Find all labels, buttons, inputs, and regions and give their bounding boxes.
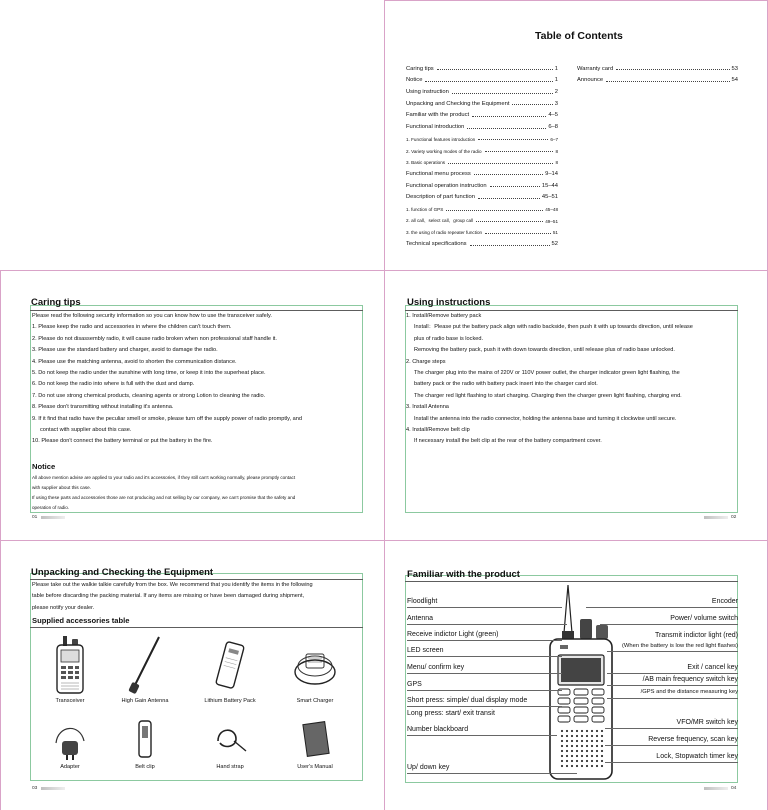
floodlight-drawing xyxy=(560,645,568,649)
caring-page-number: 01 xyxy=(32,515,38,520)
leader-exit xyxy=(607,673,738,674)
toc-entry-page: 2 xyxy=(554,89,558,96)
caring-item: 7. Do not use strong chemical products, cleaning agents or strong Lotion to cleaning the radio. xyxy=(32,392,266,399)
leader-power xyxy=(600,624,738,625)
acc-manual xyxy=(270,716,360,770)
toc-entry-page: 9–14 xyxy=(545,170,558,177)
toc-entry xyxy=(406,142,558,154)
using-line: The charger red light flashing to start charging. Charging then the charger green light flashing, charging end. xyxy=(414,392,682,399)
toc-entry-page: 52 xyxy=(551,241,558,247)
leader-short xyxy=(407,706,562,707)
toc-entry-label: Warranty card xyxy=(577,65,614,72)
toc-entry xyxy=(406,165,558,177)
label-exit-key: Exit / cancel key xyxy=(687,664,738,671)
toc-leader-dots xyxy=(485,151,554,152)
toc-leader-dots xyxy=(476,221,543,222)
battery-icon xyxy=(210,635,250,695)
familiar-title: Familiar with the product xyxy=(407,569,520,580)
caring-intro: Please read the following security information so you can know how to use the transceiver safely. xyxy=(32,313,272,319)
caring-item: 3. Please use the standard battery and charger, avoid to damage the radio. xyxy=(32,347,218,354)
acc-hand-strap xyxy=(185,716,275,770)
label-menu-key: Menu/ confirm key xyxy=(407,664,465,671)
toc-entry xyxy=(406,130,558,142)
using-title: Using instructions xyxy=(407,297,491,308)
toc-entry-page: 45–51 xyxy=(541,194,558,201)
notice-title: Notice xyxy=(32,462,56,471)
toc-leader-dots xyxy=(467,128,546,129)
leader-encoder xyxy=(586,607,738,608)
leader-ab xyxy=(607,685,738,686)
manual-icon xyxy=(295,717,335,761)
label-antenna: Antenna xyxy=(407,615,434,622)
toc-leader-dots xyxy=(425,81,552,82)
caring-item: 4. Please use the matching antenna, avoid to shorten the communication distance. xyxy=(32,358,237,365)
toc-entry-page: 15–44 xyxy=(541,182,558,189)
toc-entry xyxy=(406,83,558,95)
using-footer-bar xyxy=(704,516,728,519)
toc-entry-page: 1 xyxy=(554,77,558,84)
leader-antenna xyxy=(407,624,567,625)
notice-line: operation of radio. xyxy=(32,505,70,510)
unpacking-line: table before discarding the packing material. If any items are missing or have been damaged during shipment, xyxy=(32,593,305,600)
toc-entry-label: 1. function of GPS xyxy=(406,206,444,212)
toc-right-column xyxy=(577,60,738,83)
toc-entry-page: 4–5 xyxy=(548,112,558,119)
unpacking-line: Please take out the walkie talkie carefully from the box. We recommend that you identify the items in the following xyxy=(32,582,313,588)
toc-leader-dots xyxy=(470,245,550,246)
familiar-footer-bar xyxy=(704,787,728,790)
caring-list xyxy=(32,322,362,447)
leader-lock xyxy=(605,762,738,763)
acc-label: User's Manual xyxy=(297,764,333,770)
label-transmit-light: Transmit indictor light (red) xyxy=(655,632,738,639)
label-reverse-scan: Reverse frequency, scan key xyxy=(648,736,738,743)
toc-entry-label: Description of part function xyxy=(406,194,475,201)
leader-vfo xyxy=(605,728,738,729)
toc-entry xyxy=(406,212,558,224)
label-number-blackboard: Number blackboard xyxy=(407,726,469,733)
separator-vertical xyxy=(384,270,385,810)
caring-body xyxy=(32,311,362,448)
label-led-screen: LED screen xyxy=(407,647,444,654)
caring-item: 2. Please do not disassembly radio, it will cause radio broken when non professional staff handle it. xyxy=(32,335,277,342)
toc-entry xyxy=(406,154,558,166)
acc-label: Belt clip xyxy=(135,764,155,770)
toc-entry-label: Using instruction xyxy=(406,89,449,96)
antenna-drawing xyxy=(564,585,572,633)
using-line: If necessary install the belt clip at the rear of the battery compartment cover. xyxy=(414,438,602,445)
acc-label: High Gain Antenna xyxy=(121,698,169,704)
acc-charger xyxy=(270,634,360,704)
toc-left-column xyxy=(406,60,558,247)
label-ab-switch: /AB main frequency switch key xyxy=(642,676,738,683)
using-line: 4. Install/Remove belt clip xyxy=(406,427,470,434)
familiar-title-rule xyxy=(405,581,738,582)
toc-entry-page: 6–7 xyxy=(550,136,558,142)
label-encoder: Encoder xyxy=(711,598,738,605)
acc-label: Hand strap xyxy=(216,764,244,770)
leader-reverse xyxy=(605,745,738,746)
toc-leader-dots xyxy=(446,210,543,211)
toc-entry xyxy=(406,95,558,107)
label-floodlight: Floodlight xyxy=(407,598,438,605)
toc-entry xyxy=(577,60,738,72)
toc-entry-page: 8 xyxy=(555,148,558,154)
label-lock-timer: Lock, Stopwatch timer key xyxy=(656,753,738,760)
notice-line: If using these parts and accessories those are not producing and not selling by our company, we can't promise that the safety and xyxy=(32,495,296,500)
toc-entry-label: 1. Functional features introduction xyxy=(406,136,476,142)
toc-entry xyxy=(406,224,558,236)
toc-entry-label: Functional introduction xyxy=(406,124,465,131)
toc-leader-dots xyxy=(474,174,543,175)
familiar-page-number: 04 xyxy=(731,786,737,791)
label-long-press: Long press: start/ exit transit xyxy=(407,710,495,717)
acc-label: Lithium Battery Pack xyxy=(204,698,256,704)
toc-entry xyxy=(406,235,558,247)
unpacking-title: Unpacking and Checking the Equipment xyxy=(31,567,214,578)
caring-item: contact with supplier about this case. xyxy=(40,427,132,434)
caring-item: 5. Do not keep the radio under the sunshine with long time, or keep it into the superheat place. xyxy=(32,370,266,377)
leader-updown xyxy=(407,773,577,774)
using-line: Removing the battery pack, push it with down towards direction, until release plus of radio base unlocked. xyxy=(414,347,675,354)
using-page-number: 02 xyxy=(731,515,737,520)
toc-leader-dots xyxy=(616,69,729,70)
toc-entry-label: Announce xyxy=(577,77,604,84)
toc-entry xyxy=(406,60,558,72)
label-power-volume: Power/ volume switch xyxy=(670,615,738,622)
unpacking-line: please notify your dealer. xyxy=(32,604,95,611)
toc-entry-page: 45–48 xyxy=(545,206,558,212)
toc-entry-label: Unpacking and Checking the Equipment xyxy=(406,100,510,107)
using-line: battery pack or the radio with battery pack insert into the charger card slot. xyxy=(414,381,598,388)
toc-entry-label: Caring tips xyxy=(406,65,434,72)
toc-entry xyxy=(577,72,738,84)
accessories-title-rule xyxy=(30,627,363,628)
notice-line: All above mention advise are applied to your radio and it's accessories, if they still can't working normally, please promptly contact xyxy=(32,475,296,480)
toc-entry-label: Technical specifications xyxy=(406,241,467,247)
toc-entry-label: Notice xyxy=(406,77,423,84)
leader-gps xyxy=(407,690,562,691)
caring-item: 9. If it find that radio have the peculiar smell or smoke, please turn off the supply power of radio promptly, and xyxy=(32,415,302,422)
toc-leader-dots xyxy=(452,93,553,94)
toc-leader-dots xyxy=(485,233,551,234)
toc-entry-label: 3. Basic operations xyxy=(406,160,446,166)
toc-leader-dots xyxy=(478,198,540,199)
power-knob xyxy=(596,625,608,639)
unpacking-footer-bar xyxy=(41,787,65,790)
label-receive-light: Receive indictor Light (green) xyxy=(407,631,499,638)
acc-label: Transceiver xyxy=(55,698,85,704)
transceiver-icon xyxy=(50,635,90,695)
label-short-press: Short press: simple/ dual display mode xyxy=(407,697,528,704)
leader-menu xyxy=(407,673,562,674)
using-line: 3. Install Antenna xyxy=(406,404,449,411)
using-line: 1. Install/Remove battery pack xyxy=(406,313,482,319)
toc-leader-dots xyxy=(606,81,729,82)
notice-line: with supplier about this case. xyxy=(32,485,91,490)
toc-leader-dots xyxy=(478,139,548,140)
using-line: plus of radio base is locked. xyxy=(414,335,484,342)
adapter-icon xyxy=(50,717,90,761)
acc-label: Adapter xyxy=(60,764,80,770)
caring-title: Caring tips xyxy=(31,297,81,308)
toc-entry-page: 51 xyxy=(552,230,558,236)
hand-strap-icon xyxy=(210,717,250,761)
toc-entry-label: Functional menu process xyxy=(406,170,471,177)
unpacking-text xyxy=(32,580,362,614)
accessories-table-title: Supplied accessories table xyxy=(32,616,130,625)
led-screen-inner xyxy=(561,658,601,682)
toc-leader-dots xyxy=(448,163,553,164)
toc-entry-page: 1 xyxy=(554,65,558,72)
toc-entry-page: 53 xyxy=(731,65,738,72)
acc-belt-clip xyxy=(100,716,190,770)
encoder-knob xyxy=(580,619,592,639)
caring-footer-bar xyxy=(41,516,65,519)
toc-leader-dots xyxy=(472,116,546,117)
acc-battery xyxy=(185,634,275,704)
toc-entry-label: 2. all call、select call、group call xyxy=(406,217,474,223)
acc-antenna xyxy=(100,634,190,704)
toc-entry-label: 3. the using of radio repeater function xyxy=(406,230,483,236)
leader-gpsdist xyxy=(607,698,738,699)
toc-entry xyxy=(406,200,558,212)
toc-entry-page: 8 xyxy=(555,160,558,166)
toc-entry xyxy=(406,189,558,201)
label-gps: GPS xyxy=(407,681,422,688)
label-battery-note: (When the battery is low the red light flashes) xyxy=(622,643,738,649)
leader-number xyxy=(407,735,557,736)
toc-entry-page: 3 xyxy=(554,100,558,107)
using-line: Install the antenna into the radio connector, holding the antenna base and turning it clockwise until secure. xyxy=(414,415,677,422)
toc-title: Table of Contents xyxy=(535,30,623,42)
belt-clip-icon xyxy=(125,717,165,761)
toc-leader-dots xyxy=(490,186,540,187)
toc-entry xyxy=(406,72,558,84)
toc-leader-dots xyxy=(437,69,553,70)
unpacking-page-number: 03 xyxy=(32,786,38,791)
toc-leader-dots xyxy=(512,104,552,105)
antenna-icon xyxy=(125,635,165,695)
caring-item: 10. Please don't connect the battery terminal or put the battery in the fire. xyxy=(32,438,213,445)
acc-label: Smart Charger xyxy=(296,698,334,704)
toc-entry-label: Functional operation instruction xyxy=(406,182,487,189)
leader-transmit xyxy=(607,651,738,652)
leader-led xyxy=(407,656,562,657)
leader-floodlight xyxy=(407,607,562,608)
label-up-down-key: Up/ down key xyxy=(407,764,450,771)
toc-entry-page: 54 xyxy=(731,77,738,84)
toc-entry xyxy=(406,118,558,130)
using-line: Install：Please put the battery pack align with radio backside, then push it with up towards direction, until release xyxy=(414,324,693,331)
toc-entry-page: 49–51 xyxy=(545,218,558,224)
toc-entry-label: Familiar with the product xyxy=(406,112,470,119)
toc-entry-label: 2. Variety working modes of the radio xyxy=(406,148,482,154)
notice-text xyxy=(32,473,362,513)
leader-receive xyxy=(407,640,562,641)
caring-item: 8. Please don't transmitting without installing it's antenna. xyxy=(32,404,174,411)
toc-entry-page: 6–8 xyxy=(548,124,558,131)
separator-left-edge xyxy=(0,270,1,810)
label-gps-distance: /GPS and the distance measuring key xyxy=(640,689,738,695)
toc-entry xyxy=(406,177,558,189)
using-body xyxy=(406,311,739,448)
toc-entry xyxy=(406,107,558,119)
using-line: 2. Charge steps xyxy=(406,358,446,365)
caring-item: 1. Please keep the radio and accessories in where the children can't touch them. xyxy=(32,324,232,331)
using-line: The charger plug into the mains of 220V or 110V power outlet, the charger indicator green light flashing, the xyxy=(414,370,680,377)
label-vfo-mr: VFO/MR switch key xyxy=(676,719,738,726)
charger-icon xyxy=(292,640,338,690)
caring-item: 6. Do not keep the radio into where is full with the dust and damp. xyxy=(32,381,195,388)
